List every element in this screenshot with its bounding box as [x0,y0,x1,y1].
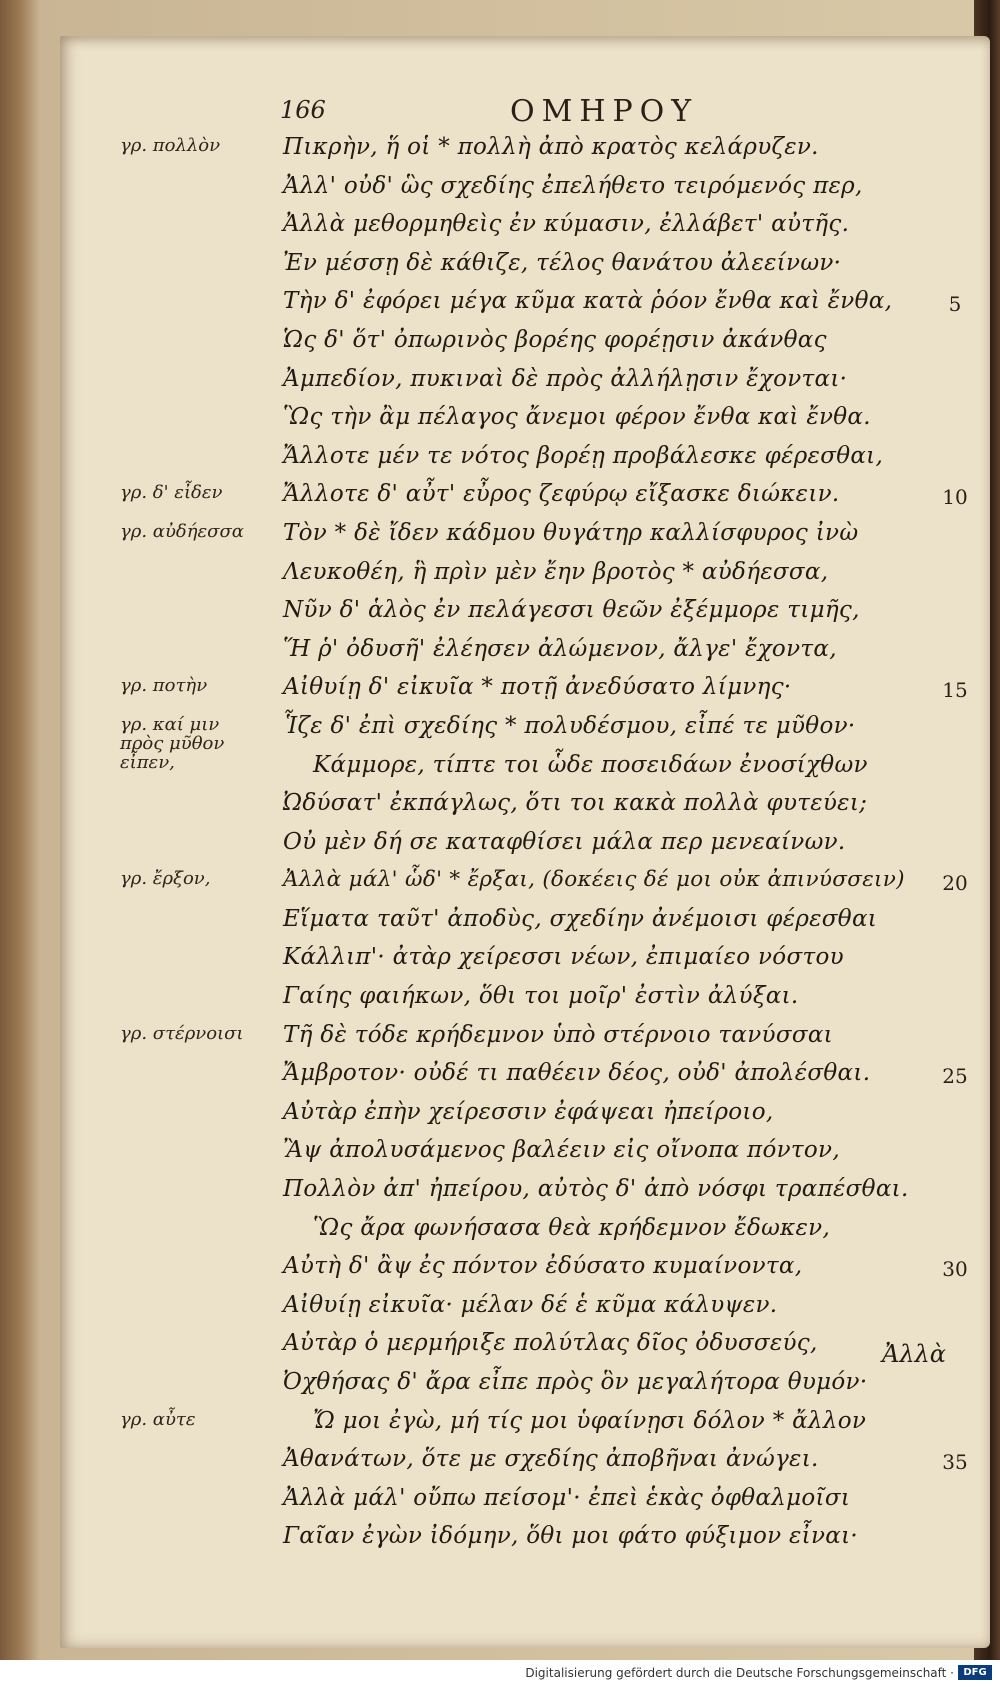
verse-text: Γαίης φαιήκων, ὅθι τοι μοῖρ' ἐστὶν ἀλύξαι. [283,983,799,1010]
verse-text: Αἰθυίῃ δ' εἰκυῖα * ποτῇ ἀνεδύσατο λίμνης· [283,674,792,701]
verse-line [0,825,1000,864]
running-title: ΟΜΗΡΟΥ [510,94,699,129]
verse-line [0,1326,1000,1365]
verse-line [0,1481,1000,1520]
verse-line [0,1404,1000,1443]
catchword: Ἀλλὰ [882,1340,946,1368]
verse-line [0,940,1000,979]
verse-text: Ἀλλὰ μάλ' οὔπω πείσομ'· ἐπεὶ ἑκὰς ὀφθαλμοῖσι [283,1484,851,1511]
verse-text: Ὤ μοι ἐγὼ, μή τίς μοι ὑφαίνῃσι δόλον * ἄλλον [313,1407,867,1434]
line-number: 5 [948,292,962,317]
digitization-footer [0,1660,1000,1687]
verse-line [0,284,1000,323]
verse-line [0,1288,1000,1327]
verse-line [0,979,1000,1018]
verse-line [0,632,1000,671]
verse-text: Λευκοθέη, ἣ πρὶν μὲν ἔην βροτὸς * αὐδήεσσα, [283,558,829,585]
verse-line [0,1095,1000,1134]
verse-text: Ἐν μέσσῃ δὲ κάθιζε, τέλος θανάτου ἀλεείνων· [283,249,842,276]
verse-text: Ἀθανάτων, ὅτε με σχεδίης ἀποβῆναι ἀνώγει. [283,1446,819,1473]
verse-text: Ἄμβροτον· οὐδέ τι παθέειν δέος, οὐδ' ἀπολέσθαι. [283,1060,871,1087]
line-number: 15 [942,678,968,703]
line-number: 20 [942,871,968,896]
verse-line [0,207,1000,246]
verse-line [0,748,1000,787]
verse-line [0,169,1000,208]
verse-text: Γαῖαν ἐγὼν ἰδόμην, ὅθι μοι φάτο φύξιμον εἶναι· [283,1523,859,1550]
verse-text: Ἀλλὰ μάλ' ὧδ' * ἔρξαι, (δοκέεις δέ μοι οὐκ ἀπινύσσειν) [283,867,905,893]
verse-text: Ἀλλὰ μεθορμηθεὶς ἐν κύμασιν, ἐλλάβετ' αὐτῆς. [283,211,850,238]
line-number: 35 [942,1450,968,1475]
verse-text: Ὣς τὴν ἂμ πέλαγος ἄνεμοι φέρον ἔνθα καὶ ἔνθα. [283,404,871,431]
verse-line [0,1365,1000,1404]
verse-line [0,1018,1000,1057]
verse-text: Νῦν δ' ἁλὸς ἐν πελάγεσσι θεῶν ἐξέμμορε τιμῆς, [283,597,860,624]
verse-line [0,1442,1000,1481]
verse-text: Τὴν δ' ἐφόρει μέγα κῦμα κατὰ ῥόον ἔνθα καὶ ἔνθα, [283,288,893,315]
verse-text-block [0,130,1000,1558]
marginal-variant-note: γρ. ποτὴν [120,675,208,697]
marginal-variant-note: γρ. πολλὸν [120,135,221,156]
verse-line [0,400,1000,439]
verse-text: Πολλὸν ἀπ' ἠπείρου, αὐτὸς δ' ἀπὸ νόσφι τραπέσθαι. [283,1176,909,1203]
page-number: 166 [280,96,326,124]
verse-line [0,1211,1000,1250]
verse-text: Κάμμορε, τίπτε τοι ὧδε ποσειδάων ἐνοσίχθων [313,751,868,778]
verse-text: Κάλλιπ'· ἀτὰρ χείρεσσι νέων, ἐπιμαίεο νόστου [283,944,844,971]
marginal-variant-note: γρ. καί μιν πρὸς μῦθον εἶπεν, [120,713,225,773]
verse-text: Ἂψ ἀπολυσάμενος βαλέειν εἰς οἴνοπα πόντον, [283,1137,840,1164]
dfg-logo-icon: DFG [958,1665,992,1680]
verse-text: Εἵματα ταῦτ' ἀποδὺς, σχεδίην ἀνέμοισι φέρεσθαι [283,905,878,932]
page-header [280,94,720,128]
verse-line [0,593,1000,632]
verse-text: Ἄλλοτε μέν τε νότος βορέῃ προβάλεσκε φέρεσθαι, [283,442,884,469]
marginal-variant-note: γρ. αὐδήεσσα [120,520,244,542]
verse-text: Τῆ δὲ τόδε κρήδεμνον ὑπὸ στέρνοιο τανύσσαι [283,1021,833,1048]
verse-line [0,1519,1000,1558]
verse-text: Ἀμπεδίον, πυκιναὶ δὲ πρὸς ἀλλήλῃσιν ἔχονται· [283,365,848,392]
verse-text: Ὀχθήσας δ' ἄρα εἶπε πρὸς ὃν μεγαλήτορα θυμόν· [283,1369,868,1395]
verse-line [0,130,1000,169]
verse-line [0,477,1000,516]
verse-text: Αὐτὰρ ὁ μερμήριξε πολύτλας δῖος ὀδυσσεύς, [283,1330,818,1357]
marginal-variant-note: γρ. αὖτε [120,1408,196,1430]
verse-line [0,246,1000,285]
verse-line [0,863,1000,902]
verse-line [0,786,1000,825]
verse-text: Ἥ ῥ' ὀδυσῆ' ἐλέησεν ἀλώμενον, ἄλγε' ἔχοντα, [283,635,837,662]
verse-line [0,670,1000,709]
verse-text: Αἰθυίῃ εἰκυῖα· μέλαν δέ ἑ κῦμα κάλυψεν. [283,1291,778,1318]
verse-text: Αὐτὰρ ἐπὴν χείρεσσιν ἐφάψεαι ἠπείροιο, [283,1098,774,1125]
verse-line [0,555,1000,594]
verse-text: Αὐτὴ δ' ἂψ ἐς πόντον ἐδύσατο κυμαίνοντα, [283,1253,803,1280]
line-number: 10 [942,485,968,510]
verse-text: Ἷζε δ' ἐπὶ σχεδίης * πολυδέσμου, εἶπέ τε μῦθον· [283,712,856,739]
line-number: 25 [942,1064,968,1089]
verse-line [0,439,1000,478]
verse-text: Πικρὴν, ἥ οἱ * πολλὴ ἀπὸ κρατὸς κελάρυζεν. [283,134,819,160]
verse-line [0,1249,1000,1288]
verse-text: Ἄλλοτε δ' αὖτ' εὖρος ζεφύρῳ εἴξασκε διώκειν. [283,481,840,508]
verse-text: Ὡς δ' ὅτ' ὀπωρινὸς βορέης φορέῃσιν ἀκάνθας [283,326,827,353]
marginal-variant-note: γρ. στέρνοισι [120,1022,244,1044]
verse-line [0,1172,1000,1211]
verse-line [0,1056,1000,1095]
verse-line [0,516,1000,555]
verse-text: Ὣς ἄρα φωνήσασα θεὰ κρήδεμνον ἔδωκεν, [313,1214,831,1241]
line-number: 30 [942,1257,968,1282]
verse-line [0,902,1000,941]
verse-text: Ἀλλ' οὐδ' ὣς σχεδίης ἐπελήθετο τειρόμενός περ, [283,172,863,199]
verse-line [0,323,1000,362]
marginal-variant-note: γρ. ἔρξον, [120,868,211,890]
verse-text: Οὐ μὲν δή σε καταφθίσει μάλα περ μενεαίνων. [283,828,846,855]
verse-line [0,362,1000,401]
verse-text: Ὠδύσατ' ἐκπάγλως, ὅτι τοι κακὰ πολλὰ φυτεύει; [283,790,868,817]
verse-text: Τὸν * δὲ ἴδεν κάδμου θυγάτηρ καλλίσφυρος ἰνὼ [283,519,859,546]
footer-credit: Digitalisierung gefördert durch die Deutsche Forschungsgemeinschaft · [525,1666,954,1680]
marginal-variant-note: γρ. δ' εἶδεν [120,482,223,504]
verse-line [0,1133,1000,1172]
